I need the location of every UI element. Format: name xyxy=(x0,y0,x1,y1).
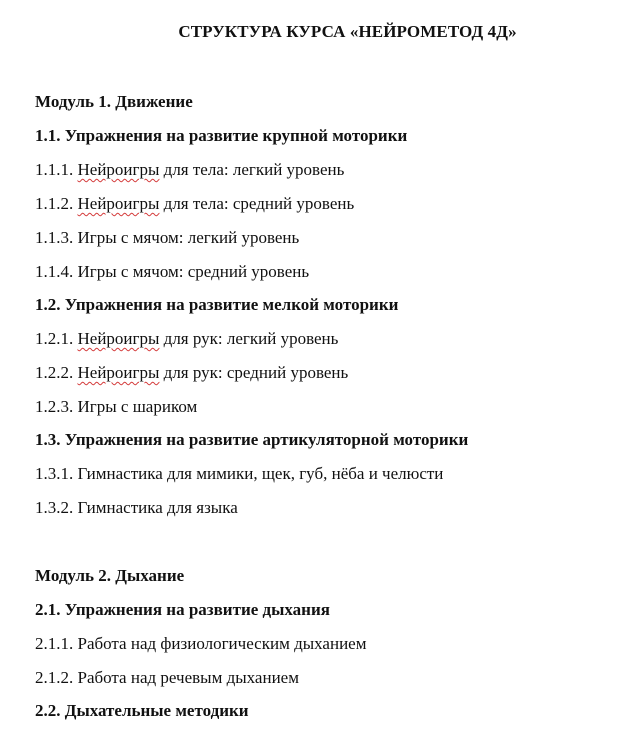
section-2-2-heading: 2.2. Дыхательные методики xyxy=(35,701,249,720)
module-2-heading: Модуль 2. Дыхание xyxy=(35,566,185,585)
item-1-1-1 xyxy=(35,160,344,180)
item-1-1-3: 1.1.3. Игры с мячом: легкий уровень xyxy=(35,228,300,247)
item-1-3-1: 1.3.1. Гимнастика для мимики, щек, губ, нёба и челюсти xyxy=(35,464,444,483)
item-1-1-2 xyxy=(35,194,354,214)
item-1-2-1 xyxy=(35,329,338,349)
item-2-1-2: 2.1.2. Работа над речевым дыханием xyxy=(35,668,299,687)
item-text: для рук: легкий уровень xyxy=(163,329,339,348)
section-1-1-heading: 1.1. Упражнения на развитие крупной моторики xyxy=(35,126,408,145)
item-1-3-2: 1.3.2. Гимнастика для языка xyxy=(35,498,238,517)
item-text: для тела: средний уровень xyxy=(163,194,355,213)
item-2-1-1: 2.1.1. Работа над физиологическим дыханием xyxy=(35,634,367,653)
section-2-1-heading: 2.1. Упражнения на развитие дыхания xyxy=(35,600,330,619)
misspelled-word: Нейроигры xyxy=(77,160,160,179)
misspelled-word: Нейроигры xyxy=(77,194,160,213)
item-number: 1.2.2. xyxy=(35,363,74,382)
misspelled-word: Нейроигры xyxy=(77,329,160,348)
item-1-1-4: 1.1.4. Игры с мячом: средний уровень xyxy=(35,262,310,281)
item-1-2-2 xyxy=(35,363,348,383)
item-number: 1.2.1. xyxy=(35,329,74,348)
section-1-2-heading: 1.2. Упражнения на развитие мелкой моторики xyxy=(35,295,399,314)
section-1-3-heading: 1.3. Упражнения на развитие артикуляторной моторики xyxy=(35,430,469,449)
item-number: 1.1.2. xyxy=(35,194,74,213)
item-number: 1.1.1. xyxy=(35,160,74,179)
item-text: для тела: легкий уровень xyxy=(163,160,345,179)
item-1-2-3: 1.2.3. Игры с шариком xyxy=(35,397,198,416)
document-title: СТРУКТУРА КУРСА «НЕЙРОМЕТОД 4Д» xyxy=(178,22,517,41)
misspelled-word: Нейроигры xyxy=(77,363,160,382)
item-text: для рук: средний уровень xyxy=(163,363,349,382)
module-1-heading: Модуль 1. Движение xyxy=(35,92,193,111)
